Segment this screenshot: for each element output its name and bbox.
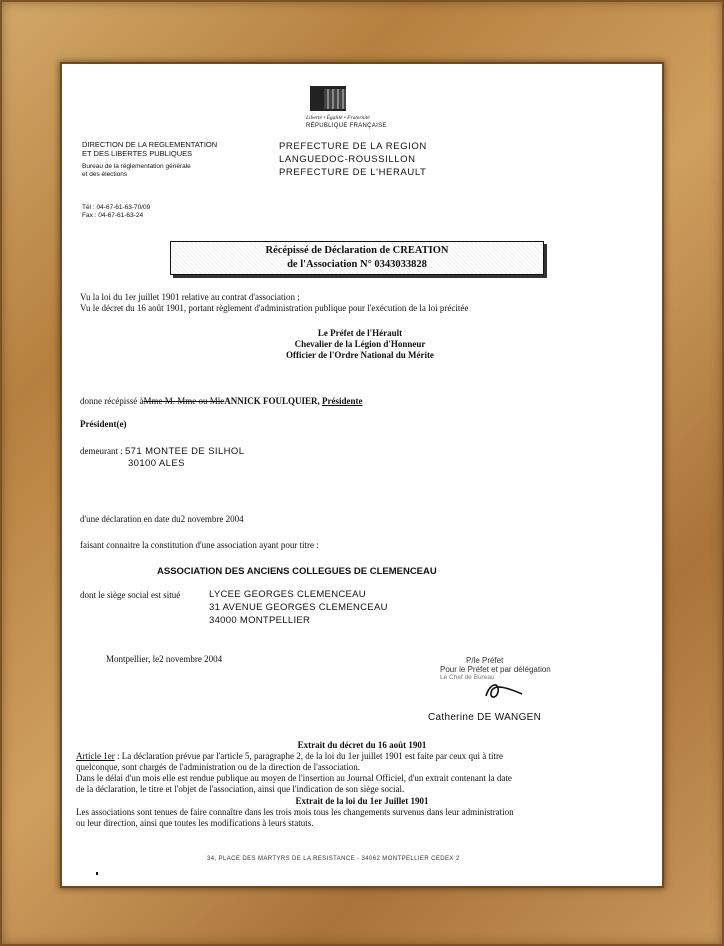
republic-name: RÉPUBLIQUE FRANÇAISE [306,123,387,129]
bureau-line-2: et des élections [82,171,128,178]
signatory-name: Catherine DE WANGEN [428,712,542,723]
struck-civility: Mme M. Mme ou Mle [143,396,225,406]
extract-p3b: ou leur direction, ainsi que toutes les modifications à leurs statuts. [76,818,314,828]
direction-block [82,140,217,179]
marianne-logo [306,86,394,138]
prefecture-line-2: LANGUEDOC-ROUSSILLON [279,154,416,165]
prefet-line-2: Chevalier de la Légion d'Honneur [294,339,426,349]
association-name: ASSOCIATION DES ANCIENS COLLEGUES DE CLEMENCEAU [157,566,437,577]
signature-line-1: P/le Préfet [466,656,504,665]
flag-icon [324,89,346,109]
declaration-date-line [80,514,244,525]
receipt-line [80,396,363,407]
scan-speck [96,872,98,875]
receipt-title-box [170,241,544,275]
seat-line-2: 31 AVENUE GEORGES CLEMENCEAU [209,602,388,613]
prefecture-line-1: PREFECTURE DE LA REGION [279,141,427,152]
address-line-2: 30100 ALES [128,458,185,469]
footer-address: 34, PLACE DES MARTYRS DE LA RESISTANCE - 34062 MONTPELLIER CEDEX 2 [207,856,460,862]
receipt-title-line-1: Récépissé de Déclaration de CREATION [265,245,449,256]
address-line-1: 571 MONTEE DE SILHOL [124,446,245,457]
article-label: Article 1er [76,751,115,761]
signature-block [440,656,551,682]
seat-line-3: 34000 MONTPELLIER [209,615,311,626]
republic-motto: Liberté • Égalité • Fraternité [306,115,370,121]
prefecture-line-3: PREFECTURE DE L'HERAULT [279,167,427,178]
signature-line-2: Pour le Préfet et par délégation [440,665,551,674]
contact-block [82,204,150,220]
direction-line-2: ET DES LIBERTES PUBLIQUES [82,149,193,158]
extract-p3a: Les associations sont tenues de faire connaître dans les trois mois tous les changements survenus dans leur administration [76,807,514,817]
residing-label: demeurant : [80,446,123,456]
declarant-name: ANNICK FOULQUIER, [224,396,322,406]
prefet-titles [250,328,470,361]
receipt-title-line-2: de l'Association N° 0343033828 [287,259,427,270]
seat-prefix: dont le siège social est situé [80,590,181,600]
extract-p2a: Dans le délai d'un mois elle est rendue publique au moyen de l'insertion au Journal Officiel, d'un extrait contenant la date [76,773,512,783]
extract-p1b: quelconque, sont chargés de l'administration ou de la direction de l'association. [76,762,361,772]
seat-address [209,588,388,627]
handwritten-signature-icon [482,680,526,702]
extract-p1a: : La déclaration prévue par l'article 5, paragraphe 2, de la loi du 1er juillet 1901 est faite par ceux qui à titre [114,751,503,761]
date-line-prefix: d'une déclaration en date du [80,514,181,524]
fax: Fax : 04-67-61-63-24 [82,212,144,219]
extract-law [76,807,514,829]
preamble [80,292,468,314]
bureau-line-1: Bureau de la réglementation générale [82,163,191,170]
telephone: Tél : 04-67-61-63-70/09 [82,204,151,211]
constitution-line: faisant connaitre la constitution d'une association ayant pour titre : [80,540,319,550]
seat-line-1: LYCEE GEORGES CLEMENCEAU [209,589,366,600]
preamble-line-2: Vu le décret du 16 août 1901, portant règlement d'administration publique pour l'exécution de la loi précitée [80,303,469,313]
place-date: Montpellier, le2 novembre 2004 [106,654,223,664]
extract-p2b: de la déclaration, le titre et l'objet de l'association, ainsi que l'indication de son siège social. [76,784,405,794]
declaration-date: 2 novembre 2004 [180,514,244,524]
prefet-line-1: Le Préfet de l'Hérault [317,328,403,338]
prefecture-block [279,140,427,179]
declarant-role: Présidente [322,396,363,406]
document-page [62,64,662,886]
president-label: Président(e) [80,419,127,429]
extract-decree [76,751,512,795]
extract-title-1: Extrait du décret du 16 août 1901 [297,740,427,750]
signature-line-3: Le Chef de Bureau [440,674,495,681]
residence-block [80,446,244,457]
extract-title-2: Extrait de la loi du 1er Juillet 1901 [295,796,429,806]
receipt-prefix: donne récépissé à [80,396,144,406]
direction-line-1: DIRECTION DE LA REGLEMENTATION [82,140,218,149]
prefet-line-3: Officier de l'Ordre National du Mérite [286,350,434,360]
preamble-line-1: Vu la loi du 1er juillet 1901 relative au contrat d'association ; [80,292,300,302]
